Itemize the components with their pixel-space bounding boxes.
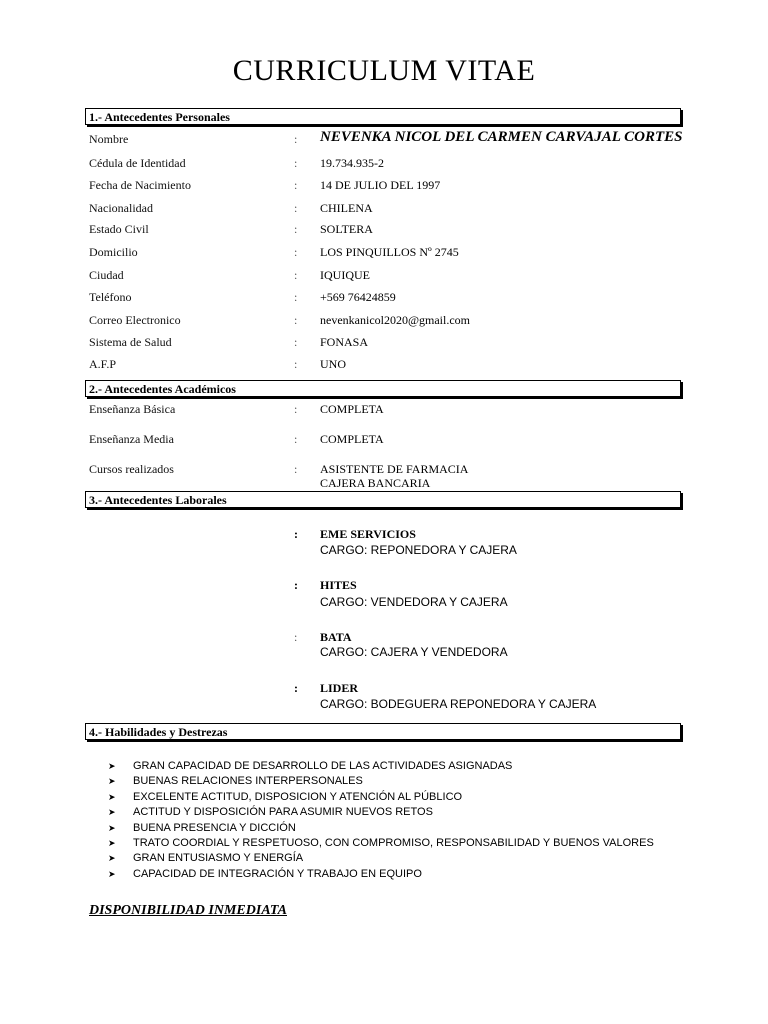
value-ensenanza-basica: COMPLETA bbox=[320, 402, 384, 416]
job-role: CARGO: VENDEDORA Y CAJERA bbox=[320, 595, 508, 609]
label-afp: A.F.P bbox=[89, 357, 117, 371]
colon: : bbox=[294, 681, 298, 695]
value-ensenanza-media: COMPLETA bbox=[320, 432, 384, 446]
list-item bbox=[108, 790, 654, 805]
availability-note: DISPONIBILIDAD INMEDIATA bbox=[89, 903, 287, 918]
job-company: EME SERVICIOS bbox=[320, 527, 416, 541]
skill-text: EXCELENTE ACTITUD, DISPOSICION Y ATENCIÓN AL PÚBLICO bbox=[133, 790, 463, 803]
label-ciudad: Ciudad bbox=[89, 268, 124, 282]
value-afp: UNO bbox=[320, 357, 346, 371]
list-item bbox=[108, 836, 654, 851]
value-estado-civil: SOLTERA bbox=[320, 222, 373, 236]
colon: : bbox=[294, 357, 298, 371]
list-item bbox=[108, 759, 654, 774]
arrow-bullet-icon: ➤ bbox=[108, 791, 116, 802]
label-ensenanza-basica: Enseñanza Básica bbox=[89, 402, 176, 416]
skills-list bbox=[108, 759, 654, 882]
label-sistema-salud: Sistema de Salud bbox=[89, 335, 172, 349]
colon: : bbox=[294, 527, 298, 541]
colon: : bbox=[294, 290, 298, 304]
job-company: LIDER bbox=[320, 681, 359, 695]
list-item bbox=[108, 774, 654, 789]
label-estado-civil: Estado Civil bbox=[89, 222, 149, 236]
value-correo: nevenkanicol2020@gmail.com bbox=[320, 313, 471, 327]
colon: : bbox=[294, 578, 298, 592]
label-domicilio: Domicilio bbox=[89, 245, 138, 259]
list-item bbox=[108, 821, 654, 836]
colon: : bbox=[294, 432, 298, 446]
section-header-personal: 1.- Antecedentes Personales bbox=[85, 108, 681, 125]
section-header-academic: 2.- Antecedentes Académicos bbox=[85, 380, 681, 397]
colon: : bbox=[294, 462, 298, 476]
list-item bbox=[108, 805, 654, 820]
job-company: BATA bbox=[320, 630, 352, 644]
skill-text: CAPACIDAD DE INTEGRACIÓN Y TRABAJO EN EQUIPO bbox=[133, 867, 422, 880]
page-title: CURRICULUM VITAE bbox=[232, 54, 536, 87]
label-cedula: Cédula de Identidad bbox=[89, 156, 186, 170]
arrow-bullet-icon: ➤ bbox=[108, 807, 116, 818]
colon: : bbox=[294, 156, 298, 170]
skill-text: GRAN CAPACIDAD DE DESARROLLO DE LAS ACTIVIDADES ASIGNADAS bbox=[133, 760, 513, 772]
job-role: CARGO: CAJERA Y VENDEDORA bbox=[320, 645, 508, 659]
section-header-work: 3.- Antecedentes Laborales bbox=[85, 491, 681, 508]
value-curso-2: CAJERA BANCARIA bbox=[320, 476, 431, 490]
section-header-skills: 4.- Habilidades y Destrezas bbox=[85, 723, 681, 740]
colon: : bbox=[294, 178, 298, 192]
job-role: CARGO: REPONEDORA Y CAJERA bbox=[320, 543, 517, 557]
value-sistema-salud: FONASA bbox=[320, 335, 369, 349]
job-company: HITES bbox=[320, 578, 357, 592]
arrow-bullet-icon: ➤ bbox=[108, 822, 116, 833]
value-cedula: 19.734.935-2 bbox=[320, 156, 384, 170]
colon: : bbox=[294, 245, 298, 259]
arrow-bullet-icon: ➤ bbox=[108, 761, 116, 771]
arrow-bullet-icon: ➤ bbox=[108, 776, 116, 787]
value-telefono: +569 76424859 bbox=[320, 290, 396, 304]
colon: : bbox=[294, 132, 298, 146]
colon: : bbox=[294, 268, 298, 282]
label-nombre: Nombre bbox=[89, 132, 129, 146]
colon: : bbox=[294, 335, 298, 349]
value-nombre: NEVENKA NICOL DEL CARMEN CARVAJAL CORTES bbox=[320, 129, 683, 145]
label-fecha-nacimiento: Fecha de Nacimiento bbox=[89, 178, 191, 192]
skill-text: BUENAS RELACIONES INTERPERSONALES bbox=[133, 775, 363, 788]
value-fecha-nacimiento: 14 DE JULIO DEL 1997 bbox=[320, 178, 441, 192]
arrow-bullet-icon: ➤ bbox=[108, 837, 116, 848]
value-curso-1: ASISTENTE DE FARMACIA bbox=[320, 462, 469, 476]
arrow-bullet-icon: ➤ bbox=[108, 868, 116, 879]
colon: : bbox=[294, 222, 298, 236]
list-item bbox=[108, 851, 654, 866]
value-ciudad: IQUIQUE bbox=[320, 268, 370, 282]
label-nacionalidad: Nacionalidad bbox=[89, 201, 153, 215]
job-role: CARGO: BODEGUERA REPONEDORA Y CAJERA bbox=[320, 697, 597, 711]
colon: : bbox=[294, 201, 298, 215]
value-nacionalidad: CHILENA bbox=[320, 201, 373, 215]
label-telefono: Teléfono bbox=[89, 290, 132, 304]
arrow-bullet-icon: ➤ bbox=[108, 853, 116, 864]
skill-text: TRATO COORDIAL Y RESPETUOSO, CON COMPROMISO, RESPONSABILIDAD Y BUENOS VALORES bbox=[133, 836, 654, 849]
list-item bbox=[108, 867, 654, 882]
value-domicilio: LOS PINQUILLOS Nº 2745 bbox=[320, 245, 459, 259]
skill-text: GRAN ENTUSIASMO Y ENERGÍA bbox=[133, 852, 304, 865]
colon: : bbox=[294, 630, 298, 644]
colon: : bbox=[294, 402, 298, 416]
colon: : bbox=[294, 313, 298, 327]
skill-text: ACTITUD Y DISPOSICIÓN PARA ASUMIR NUEVOS RETOS bbox=[133, 806, 433, 819]
label-correo: Correo Electronico bbox=[89, 313, 181, 327]
label-cursos: Cursos realizados bbox=[89, 462, 174, 476]
label-ensenanza-media: Enseñanza Media bbox=[89, 432, 174, 446]
skill-text: BUENA PRESENCIA Y DICCIÓN bbox=[133, 821, 296, 834]
